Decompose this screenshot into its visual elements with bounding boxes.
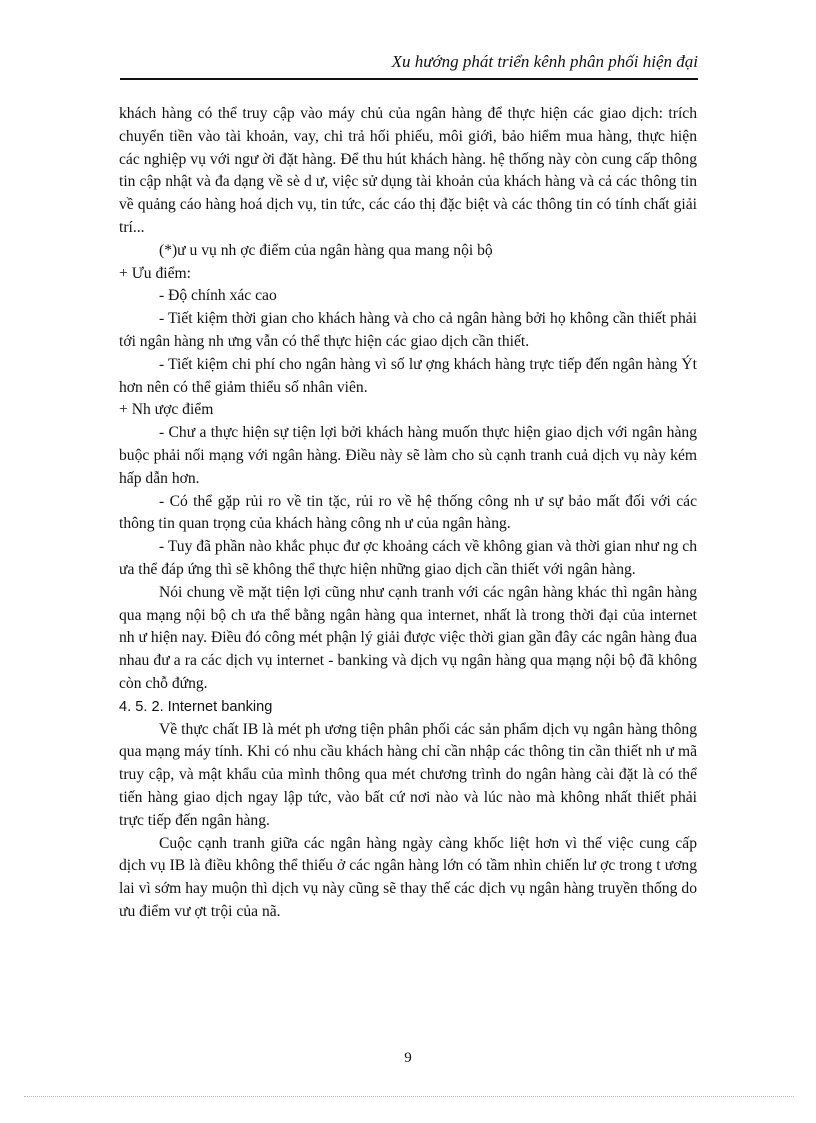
- paragraph: + Nh ược điểm: [119, 401, 214, 419]
- paragraph: Nói chung về mặt tiện lợi cũng như cạnh tranh với các ngân hàng khác thì ngân hàng qua mạng nội bộ ch ưa thể bằng ngân hàng qua internet, nhất là trong thời đại của internet nh ư hiện nay. Điều đó công mét phận lý giải được việc thời gian gần đây các ngân hàng đua nhau đư a ra các dịch vụ internet - banking và dịch vụ ngân hàng qua mạng nội bộ đã không còn chỗ đứng.: [119, 583, 697, 692]
- page-header: [120, 50, 698, 80]
- paragraph: - Có thể gặp rủi ro về tin tặc, rủi ro về hệ thống công nh ư sự bảo mất đối với các thông tin quan trọng của khách hàng công nh ư của ngân hàng.: [119, 492, 697, 533]
- section-heading: 4. 5. 2. Internet banking: [119, 698, 273, 715]
- paragraph: - Tiết kiệm thời gian cho khách hàng và cho cả ngân hàng bởi họ không cần thiết phải tới ngân hàng nh ưng vẫn có thể thực hiện các giao dịch cần thiết.: [119, 310, 697, 350]
- document-body: [119, 103, 697, 924]
- paragraph: Cuộc cạnh tranh giữa các ngân hàng ngày càng khốc liệt hơn vì thế việc cung cấp dịch vụ IB là điều không thể thiếu ở các ngân hàng lớn có tầm nhìn chiến lư ợc trong t ương lai vì sớm hay muộn thì dịch vụ này cũng sẽ thay thế các dịch vụ ngân hàng truyền thống do ưu điểm vư ợt trội của nã.: [119, 834, 697, 920]
- paragraph: - Độ chính xác cao: [159, 287, 277, 305]
- paragraph: (*)ư u vụ nh ợc điểm của ngân hàng qua mang nội bộ: [159, 241, 493, 259]
- paragraph: - Tiết kiệm chi phí cho ngân hàng vì số lư ợng khách hàng trực tiếp đến ngân hàng Ýt hơn nên có thể giảm thiểu số nhân viên.: [119, 355, 697, 396]
- paragraph: - Chư a thực hiện sự tiện lợi bởi khách hàng muốn thực hiện giao dịch với ngân hàng buộc phải nối mạng với ngân hàng. Điều này sẽ làm cho sù cạnh tranh cuả dịch vụ này kém hấp dẫn hơn.: [119, 424, 697, 487]
- header-title: Xu hướng phát triển kênh phân phối hiện đại: [391, 52, 698, 71]
- paragraph: - Tuy đã phần nào khắc phục đư ợc khoảng cách về không gian và thời gian như ng ch ưa thể đáp ứng thì sẽ không thể thực hiện những giao dịch cần thiết với ngân hàng.: [119, 538, 697, 578]
- paragraph: Về thực chất IB là mét ph ương tiện phân phối các sản phẩm dịch vụ ngân hàng thông qua mạng máy tính. Khi có nhu cầu khách hàng chỉ cần nhập các thông tin cần thiết nh ư mã truy cập, và mật khẩu của mình thông qua mét chương trình do ngân hàng cài đặt là có thể tiến hàng giao dịch ngay lập tức, vào bất cứ nơi nào và lúc nào mà không nhất thiết phải trực tiếp đến ngân hàng.: [119, 720, 697, 829]
- page-number: 9: [404, 1050, 412, 1066]
- page-bottom-divider: [24, 1096, 794, 1097]
- paragraph: + Ưu điểm:: [119, 264, 191, 282]
- paragraph: khách hàng có thể truy cập vào máy chủ của ngân hàng để thực hiện các giao dịch: trích chuyển tiền vào tài khoản, vay, chi trả hối phiếu, môi giới, bảo hiểm mua hàng, thực hiện các nghiệp vụ với ngư ời đặt hàng. Để thu hút khách hàng. hệ thống này còn cung cấp thông tin cập nhật và đa dạng về sè d ư, việc sử dụng tài khoản của khách hàng và cả các thông tin về quảng cáo hàng hoá dịch vụ, tin tức, các cáo thị đặc biệt và các thông tin có tính chất giải trí...: [119, 105, 697, 236]
